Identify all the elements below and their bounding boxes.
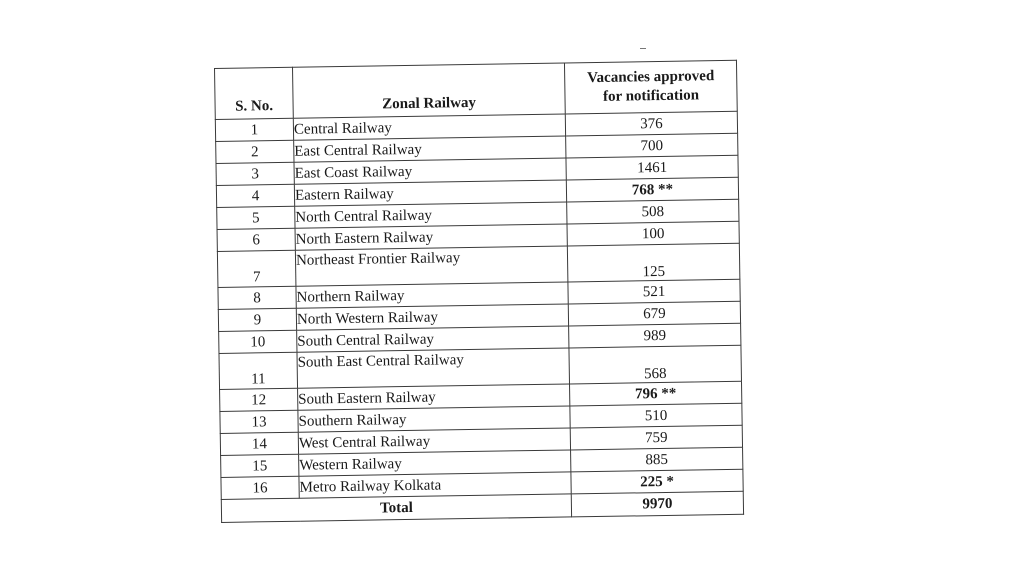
row-sno: 3: [216, 162, 294, 185]
table-body: [215, 111, 743, 499]
row-sno: 13: [220, 410, 298, 433]
row-zone: East Coast Railway: [294, 158, 566, 184]
row-zone: North Eastern Railway: [295, 224, 567, 250]
row-zone: Central Railway: [293, 114, 565, 140]
row-zone: North Central Railway: [295, 202, 567, 228]
row-vacancies: 510: [570, 403, 742, 428]
row-zone: Southern Railway: [298, 406, 570, 432]
row-zone: Metro Railway Kolkata: [299, 472, 571, 498]
row-sno: 16: [221, 476, 299, 499]
row-sno: 2: [216, 140, 294, 163]
total-label: Total: [221, 494, 571, 522]
header-zone: Zonal Railway: [292, 63, 565, 118]
row-sno: 11: [219, 352, 298, 389]
row-vacancies: 885: [571, 447, 743, 472]
row-vacancies: 568: [569, 345, 742, 384]
row-sno: 7: [217, 250, 296, 287]
row-sno: 1: [215, 118, 293, 141]
row-vacancies: 508: [567, 199, 739, 224]
row-zone: Eastern Railway: [294, 180, 566, 206]
row-vacancies: 125: [567, 243, 740, 282]
header-vacancies-line2: for notification: [602, 87, 700, 105]
row-zone: Northern Railway: [296, 282, 568, 308]
row-sno: 8: [218, 286, 296, 309]
scanned-document: [214, 60, 747, 523]
row-vacancies: 1461: [566, 155, 738, 180]
row-sno: 6: [217, 228, 295, 251]
row-vacancies: 989: [569, 323, 741, 348]
row-vacancies: 679: [568, 301, 740, 326]
row-zone: Northeast Frontier Railway: [295, 246, 568, 286]
header-vacancies-line1: Vacancies approved: [587, 68, 715, 87]
header-sno: S. No.: [215, 67, 294, 119]
row-vacancies: 100: [567, 221, 739, 246]
row-zone: West Central Railway: [298, 428, 570, 454]
row-sno: 10: [219, 330, 297, 353]
total-value: 9970: [571, 491, 743, 517]
row-zone: North Western Railway: [296, 304, 568, 330]
row-vacancies: 225 *: [571, 469, 743, 494]
header-row: [215, 60, 738, 119]
row-sno: 9: [218, 308, 296, 331]
row-vacancies: 521: [568, 279, 740, 304]
row-vacancies: 759: [570, 425, 742, 450]
row-sno: 15: [221, 454, 299, 477]
row-sno: 5: [217, 206, 295, 229]
row-zone: South Central Railway: [297, 326, 569, 352]
scan-mark: [640, 48, 646, 49]
row-sno: 4: [216, 184, 294, 207]
row-zone: East Central Railway: [294, 136, 566, 162]
row-zone: Western Railway: [299, 450, 571, 476]
row-vacancies: 376: [565, 111, 737, 136]
row-sno: 12: [220, 388, 298, 411]
header-vacancies: [564, 60, 737, 114]
row-vacancies: 796 **: [570, 381, 742, 406]
vacancy-table: [214, 60, 744, 523]
row-vacancies: 768 **: [566, 177, 738, 202]
row-vacancies: 700: [566, 133, 738, 158]
row-zone: South Eastern Railway: [298, 384, 570, 410]
row-zone: South East Central Railway: [297, 348, 570, 388]
row-sno: 14: [220, 432, 298, 455]
